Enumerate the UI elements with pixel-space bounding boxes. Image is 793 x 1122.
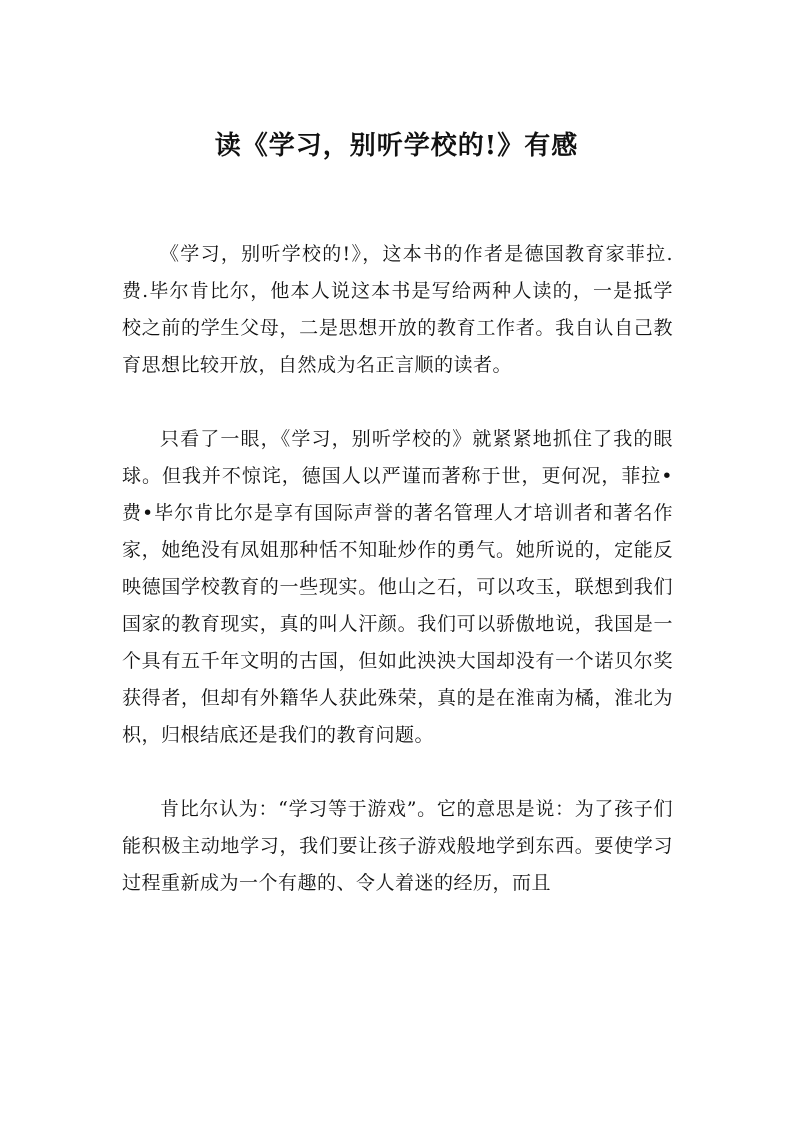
paragraph-2: 只看了一眼，《学习，别听学校的》就紧紧地抓住了我的眼球。但我并不惊诧，德国人以严谨而著称于世，更何况，菲拉•费•毕尔肯比尔是享有国际声誉的著名管理人才培训者和著名作家，她绝没有凤姐那种恬不知耻炒作的勇气。她所说的，定能反映德国学校教育的一些现实。他山之石，可以攻玉，联想到我们国家的教育现实，真的叫人汗颜。我们可以骄傲地说，我国是一个具有五千年文明的古国，但如此泱泱大国却没有一个诺贝尔奖获得者，但却有外籍华人获此殊荣，真的是在淮南为橘，淮北为枳，归根结底还是我们的教育问题。 [122, 428, 673, 746]
document-title: 读《学习，别听学校的!》有感 [214, 131, 579, 161]
document-body [122, 236, 673, 902]
paragraph-1: 《学习，别听学校的!》，这本书的作者是德国教育家菲拉.费.毕尔肯比尔，他本人说这本书是写给两种人读的，一是抵学校之前的学生父母，二是思想开放的教育工作者。我自认自己教育思想比较开放，自然成为名正言顺的读者。 [122, 243, 673, 376]
paragraph-3: 肯比尔认为：“学习等于游戏”。它的意思是说：为了孩子们能积极主动地学习，我们要让孩子游戏般地学到东西。要使学习过程重新成为一个有趣的、令人着迷的经历，而且 [122, 798, 673, 894]
